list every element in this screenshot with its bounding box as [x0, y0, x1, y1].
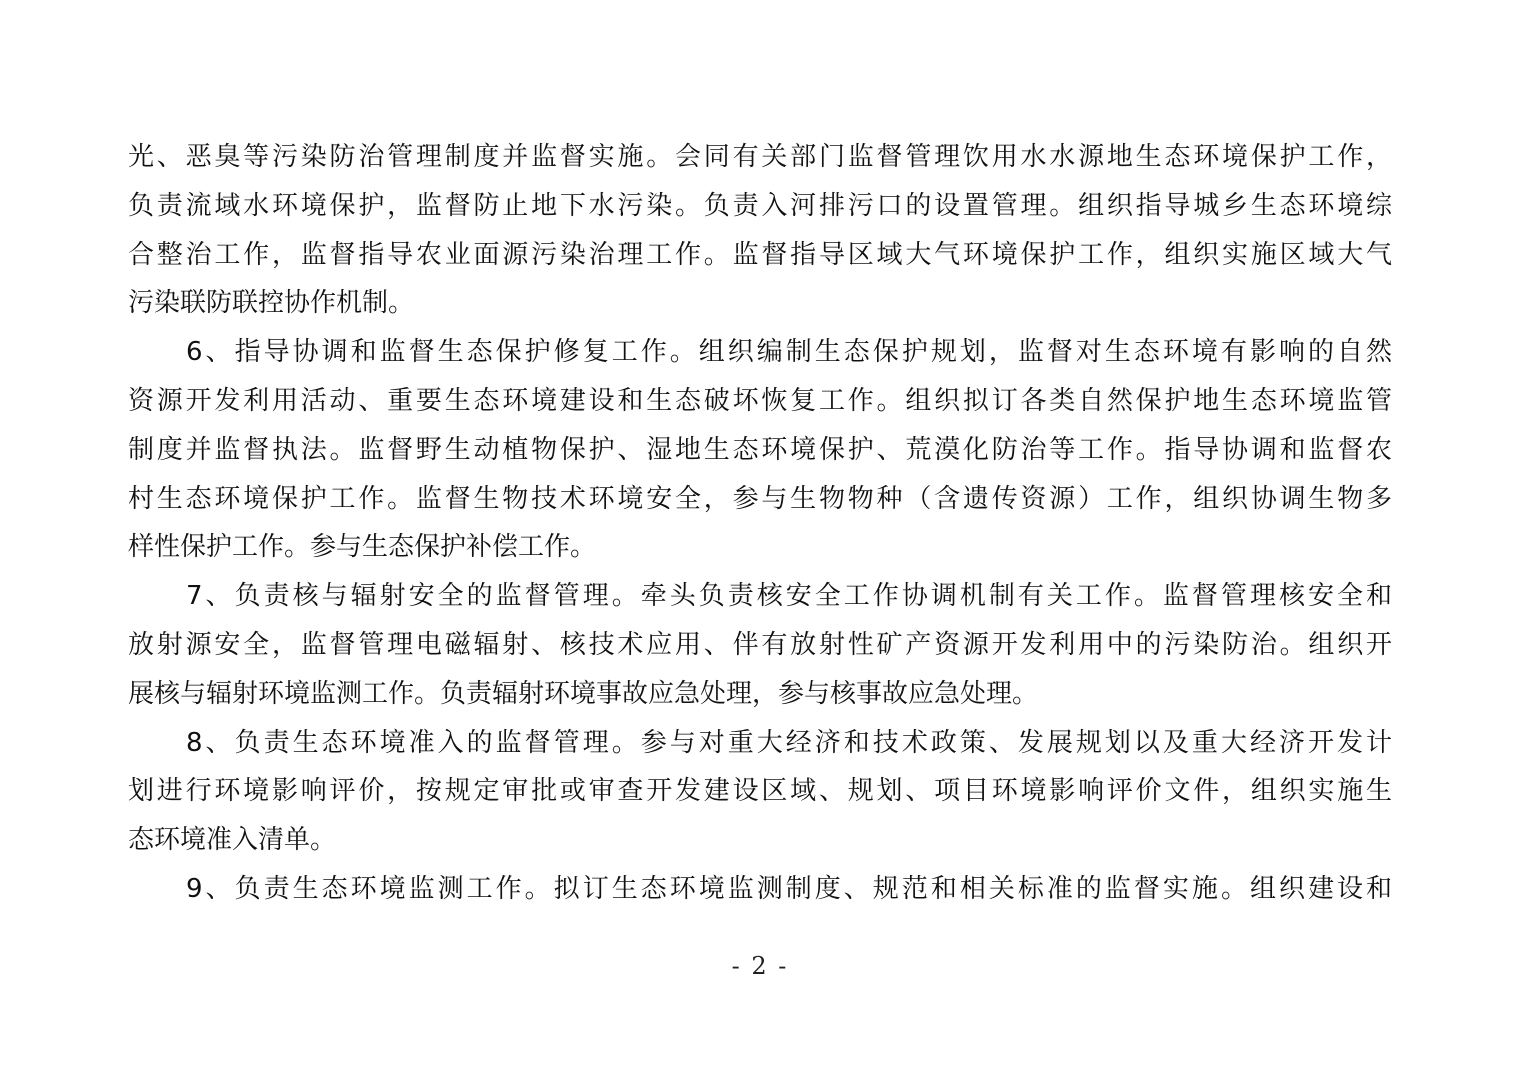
- text-line: 污染联防联控协作机制。: [128, 288, 415, 319]
- text-line: 光、恶臭等污染防治管理制度并监督实施。会同有关部门监督管理饮用水水源地生态环境保护工作，: [128, 142, 1392, 172]
- text-line: 展核与辐射环境监测工作。负责辐射环境事故应急处理，参与核事故应急处理。: [128, 678, 1039, 709]
- paragraph-6-first-line: 6、指导协调和监督生态保护修复工作。组织编制生态保护规划，监督对生态环境有影响的自然: [186, 337, 1392, 368]
- text-line: 资源开发利用活动、重要生态环境建设和生态破坏恢复工作。组织拟订各类自然保护地生态环境监管: [128, 385, 1392, 416]
- text-line: 态环境准入清单。: [128, 825, 337, 856]
- text-line: 合整治工作，监督指导农业面源污染治理工作。监督指导区域大气环境保护工作，组织实施区域大气: [128, 239, 1392, 270]
- body-text: [128, 133, 1392, 914]
- text-line: 村生态环境保护工作。监督生物技术环境安全，参与生物物种（含遗传资源）工作，组织协调生物多: [128, 483, 1392, 514]
- paragraph-8-first-line: 8、负责生态环境准入的监督管理。参与对重大经济和技术政策、发展规划以及重大经济开发计: [186, 727, 1392, 758]
- text-line: 放射源安全，监督管理电磁辐射、核技术应用、伴有放射性矿产资源开发利用中的污染防治。组织开: [128, 629, 1392, 660]
- text-line: 负责流域水环境保护，监督防止地下水污染。负责入河排污口的设置管理。组织指导城乡生态环境综: [128, 190, 1392, 221]
- paragraph-7-first-line: 7、负责核与辐射安全的监督管理。牵头负责核安全工作协调机制有关工作。监督管理核安全和: [186, 581, 1392, 612]
- text-line: 制度并监督执法。监督野生动植物保护、湿地生态环境保护、荒漠化防治等工作。指导协调和监督农: [128, 434, 1392, 465]
- page-number: - 2 -: [731, 952, 789, 980]
- text-line: 划进行环境影响评价，按规定审批或审查开发建设区域、规划、项目环境影响评价文件，组织实施生: [128, 776, 1392, 807]
- text-line: 样性保护工作。参与生态保护补偿工作。: [128, 532, 597, 563]
- paragraph-9-first-line: 9、负责生态环境监测工作。拟订生态环境监测制度、规范和相关标准的监督实施。组织建设和: [186, 873, 1392, 904]
